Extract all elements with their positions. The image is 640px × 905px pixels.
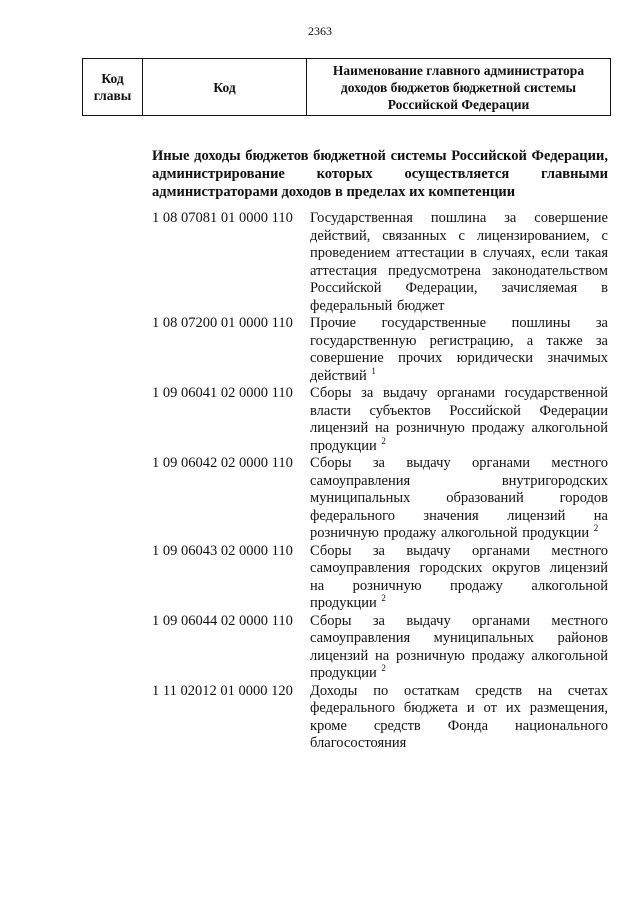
entry-name-text: Сборы за выдачу органами местного самоуправления муниципальных районов лицензий на розничную продажу алкогольной продукции bbox=[310, 612, 608, 681]
entry-name-text: Сборы за выдачу органами местного самоуправления внутригородских муниципальных образований городов федерального значения лицензий на розничную продажу алкогольной продукции bbox=[310, 455, 608, 541]
entry-code: 1 09 06041 02 0000 110 bbox=[152, 385, 293, 401]
entry-code: 1 08 07081 01 0000 110 bbox=[152, 210, 293, 226]
entry-name bbox=[310, 543, 608, 613]
header-cell-administrator-name: Наименование главного администратора доходов бюджетов бюджетной системы Российской Федерации bbox=[307, 59, 611, 116]
entry-code: 1 09 06042 02 0000 110 bbox=[152, 455, 293, 471]
entry-name bbox=[310, 385, 608, 455]
list-item bbox=[152, 210, 608, 315]
header-cell-code: Код bbox=[143, 59, 307, 116]
entry-name bbox=[310, 683, 608, 753]
header-table bbox=[82, 58, 611, 116]
page-number: 2363 bbox=[308, 24, 332, 38]
entry-code: 1 09 06043 02 0000 110 bbox=[152, 542, 293, 559]
list-item bbox=[152, 385, 608, 455]
entry-name bbox=[310, 315, 608, 385]
list-item bbox=[152, 683, 608, 753]
footnote-marker: 2 bbox=[381, 593, 386, 604]
entry-name bbox=[310, 613, 608, 683]
footnote-marker: 2 bbox=[381, 663, 386, 674]
footnote-marker: 1 bbox=[371, 365, 376, 376]
entry-name-text: Доходы по остаткам средств на счетах федерального бюджета и от их размещения, кроме средств Фонда национального благосостояния bbox=[310, 682, 608, 751]
entry-name-text: Сборы за выдачу органами местного самоуправления городских округов лицензий на розничную продажу алкогольной продукции bbox=[310, 542, 608, 611]
header-row bbox=[83, 59, 611, 116]
footnote-marker: 2 bbox=[381, 435, 386, 446]
entry-code: 1 09 06044 02 0000 110 bbox=[152, 612, 293, 629]
footnote-marker: 2 bbox=[593, 523, 599, 534]
list-item bbox=[152, 613, 608, 683]
list-item bbox=[152, 543, 608, 613]
entry-name-text: Сборы за выдачу органами государственной власти субъектов Российской Федерации лицензий на розничную продажу алкогольной продукции bbox=[310, 385, 608, 454]
entry-code: 1 08 07200 01 0000 110 bbox=[152, 315, 293, 331]
list-item bbox=[152, 455, 608, 543]
list-item bbox=[152, 315, 608, 385]
entries-list bbox=[152, 210, 608, 753]
entry-name bbox=[310, 455, 608, 543]
section-heading: Иные доходы бюджетов бюджетной системы Российской Федерации, администрирование которых осуществляется главными администраторами доходов в пределах их компетенции bbox=[152, 148, 608, 200]
entry-name-text: Государственная пошлина за совершение действий, связанных с лицензированием, с проведением аттестации в случаях, если такая аттестация предусмотрена законодательством Российской Федерации, зачисляемая в федеральный бюджет bbox=[310, 210, 608, 314]
header-cell-chapter-code: Код главы bbox=[83, 59, 143, 116]
entry-name-text: Прочие государственные пошлины за государственную регистрацию, а также за совершение прочих юридически значимых действий bbox=[310, 315, 608, 384]
entry-name bbox=[310, 210, 608, 315]
entry-code: 1 11 02012 01 0000 120 bbox=[152, 682, 293, 699]
